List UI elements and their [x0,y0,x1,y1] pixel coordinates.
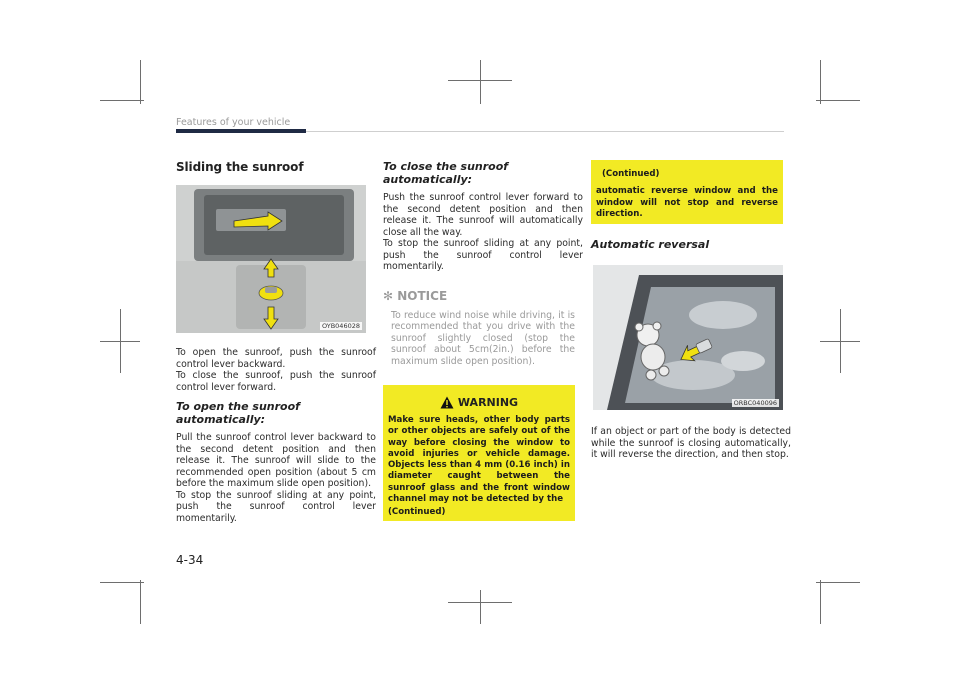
notice-title: NOTICE [397,288,448,303]
notice-icon: ✻ [383,288,394,303]
paragraph: If an object or part of the body is detected while the sunroof is closing automatically, it will reverse the direction, and then stop. [591,426,791,460]
warning-text-continued: automatic reverse window and the window will not stop and reverse direction. [596,186,778,219]
warning-box [383,385,575,521]
notice-text: To reduce wind noise while driving, it is recommended that you drive with the sunroof slightly closed (stop the sunroof about 5cm(2in.) before the maximum slide open position). [391,309,575,367]
column-3 [591,160,791,461]
paragraph: To open the sunroof, push the sunroof control lever backward. [176,347,376,370]
crop-mark [100,582,144,583]
warning-continued-box [591,160,783,224]
crop-mark [140,580,141,624]
crop-mark [820,60,821,104]
automatic-reversal-illustration [593,265,783,410]
section-header-label: Features of your vehicle [176,117,291,128]
header-rule-light [306,131,784,132]
warning-continued-label: (Continued) [602,169,660,179]
crop-mark [816,582,860,583]
paragraph: To stop the sunroof sliding at any point, push the sunroof control lever momentarily. [383,238,583,272]
sunroof-lever-figure [176,185,366,333]
warning-title: WARNING [457,396,519,409]
column-2 [383,160,583,521]
crop-mark [820,341,860,342]
crop-mark [480,590,481,624]
column-1 [176,160,376,524]
crop-mark [448,80,512,81]
header-rule-dark [176,129,306,133]
paragraph: To close the sunroof, push the sunroof control lever forward. [176,370,376,393]
subheading: Automatic reversal [591,238,710,251]
warning-heading [388,396,570,409]
crop-mark [100,341,140,342]
paragraph: Push the sunroof control lever forward to the second detent position and then release it. The sunroof will automatically close all the way. [383,192,583,238]
subheading: To open the sunroof automatically: [176,400,300,426]
paragraph: Pull the sunroof control lever backward to the second detent position and then release it. The sunroof will slide to the recommended open position (about 5 cm before the maximum slide open position). [176,432,376,489]
sunroof-lever-illustration [176,185,366,333]
warning-triangle-icon [440,396,454,409]
figure-code: OYB046028 [321,322,360,330]
warning-text: Make sure heads, other body parts or other objects are safely out of the way before closing the window to avoid injuries or vehicle damage. Objects less than 4 mm (0.16 inch) in diameter caught between the sunroof glass and the front window channel may not be detected by the [388,415,570,505]
page-number: 4-34 [176,553,204,567]
crop-mark [140,60,141,104]
paragraph: To stop the sunroof sliding at any point, push the sunroof control lever momentarily. [176,489,376,524]
subheading: To close the sunroof automatically: [383,160,509,186]
crop-mark [820,580,821,624]
crop-mark [100,100,144,101]
notice-heading [383,289,583,303]
crop-mark [448,602,512,603]
section-title: Sliding the sunroof [176,160,304,174]
warning-continued: (Continued) [388,507,446,518]
automatic-reversal-figure [593,265,783,410]
figure-code: ORBC040096 [733,399,777,407]
crop-mark [480,60,481,104]
crop-mark [816,100,860,101]
